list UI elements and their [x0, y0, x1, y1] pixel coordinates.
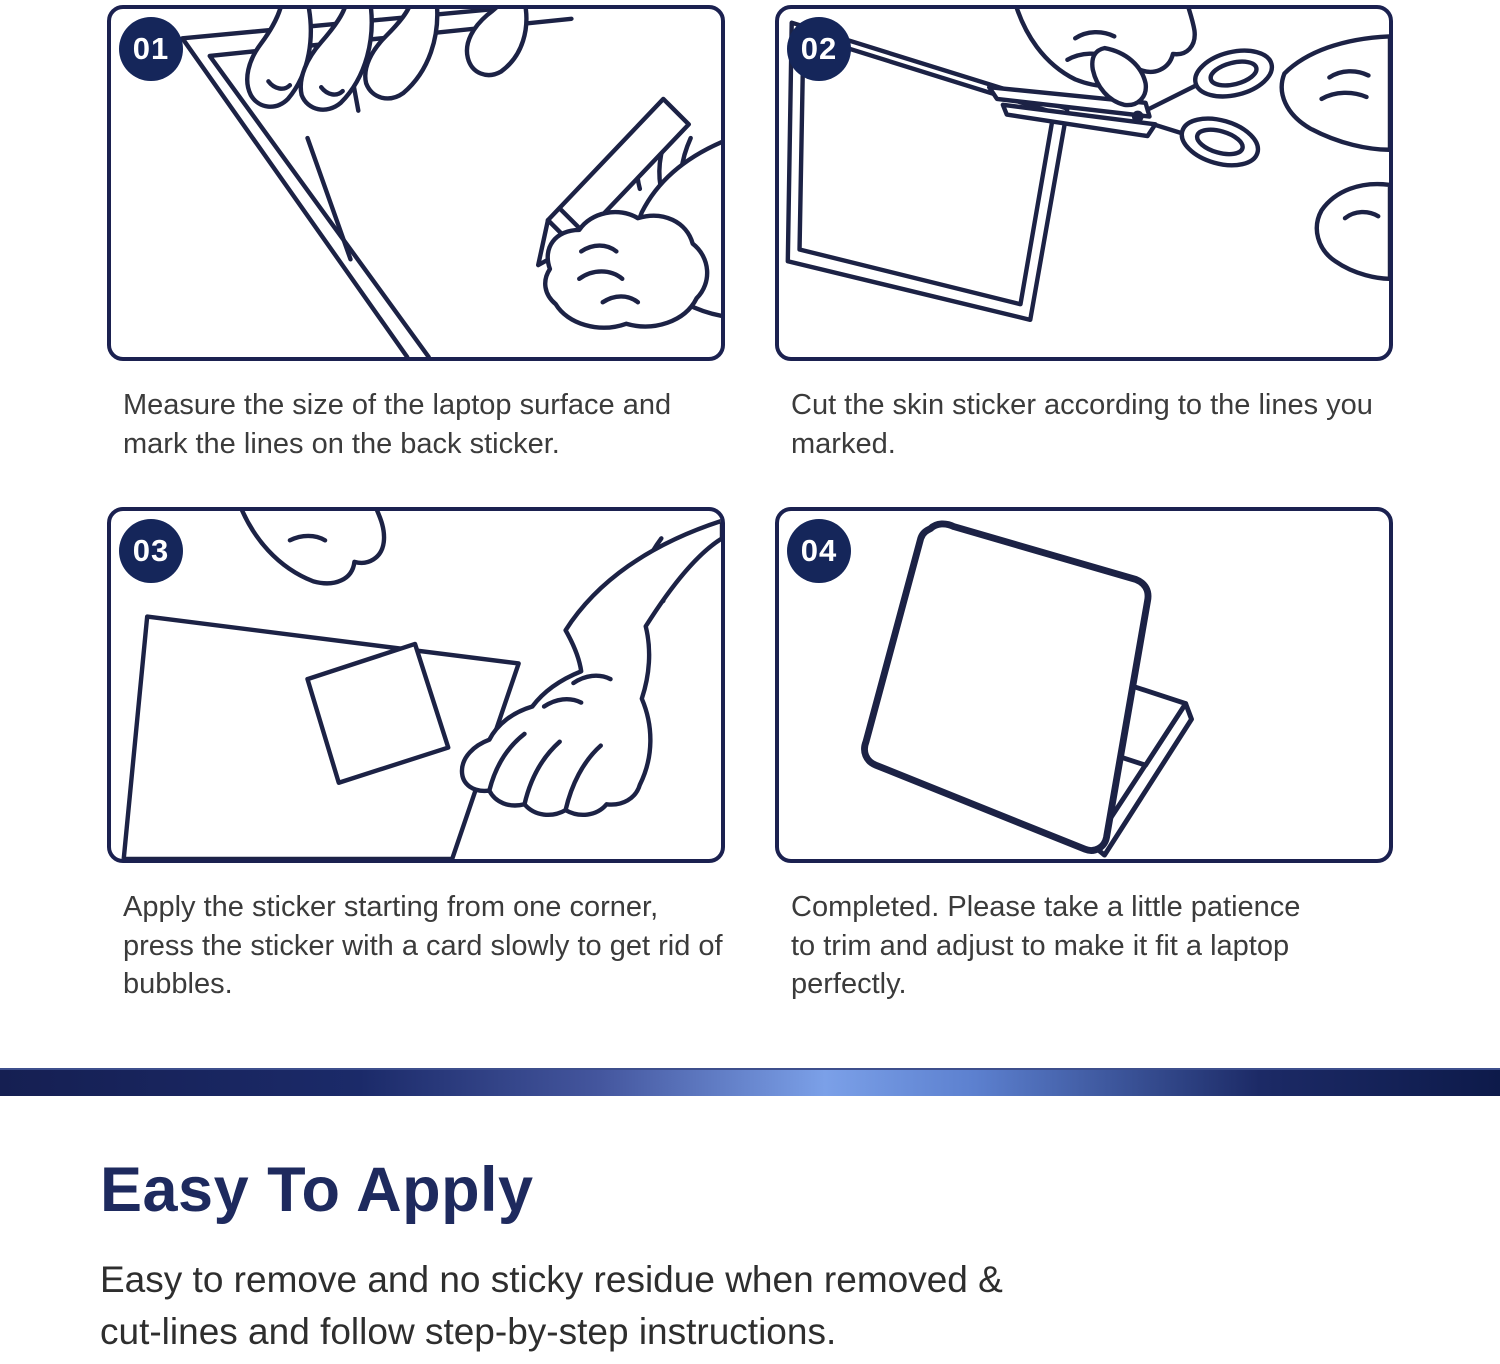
step-2-panel: [775, 5, 1393, 361]
scissors-cutting-sticker-icon: [779, 9, 1389, 357]
step-1-number-badge: 01: [119, 17, 183, 81]
step-3-panel: [107, 507, 725, 863]
footer-description: [100, 1254, 1400, 1359]
step-1: [107, 5, 725, 507]
step-3-caption: Apply the sticker starting from one corner, press the sticker with a card slowly to get rid of bubbles.: [123, 891, 723, 1001]
step-3: [107, 507, 725, 1048]
footer-description-line-2: cut-lines and follow step-by-step instructions.: [100, 1311, 837, 1353]
step-2: [775, 5, 1393, 507]
step-4: [775, 507, 1393, 1048]
finished-laptop-icon: [779, 511, 1389, 859]
step-1-panel: [107, 5, 725, 361]
step-2-number-badge: 02: [787, 17, 851, 81]
step-4-number-badge: 04: [787, 519, 851, 583]
hands-marking-sticker-with-pencil-icon: [111, 9, 721, 357]
step-1-caption: Measure the size of the laptop surface and mark the lines on the back sticker.: [123, 389, 672, 460]
step-4-panel: [775, 507, 1393, 863]
hand-pressing-card-on-sticker-icon: [111, 511, 721, 859]
gradient-divider-bar: [0, 1068, 1500, 1096]
step-4-caption: Completed. Please take a little patience to trim and adjust to make it fit a laptop perfectly.: [791, 891, 1301, 1001]
step-3-number-badge: 03: [119, 519, 183, 583]
step-2-caption: Cut the skin sticker according to the lines you marked.: [791, 389, 1373, 460]
footer-description-line-1: Easy to remove and no sticky residue when removed &: [100, 1258, 1003, 1300]
footer-section: [0, 1096, 1500, 1359]
page-title: Easy To Apply: [100, 1154, 534, 1225]
